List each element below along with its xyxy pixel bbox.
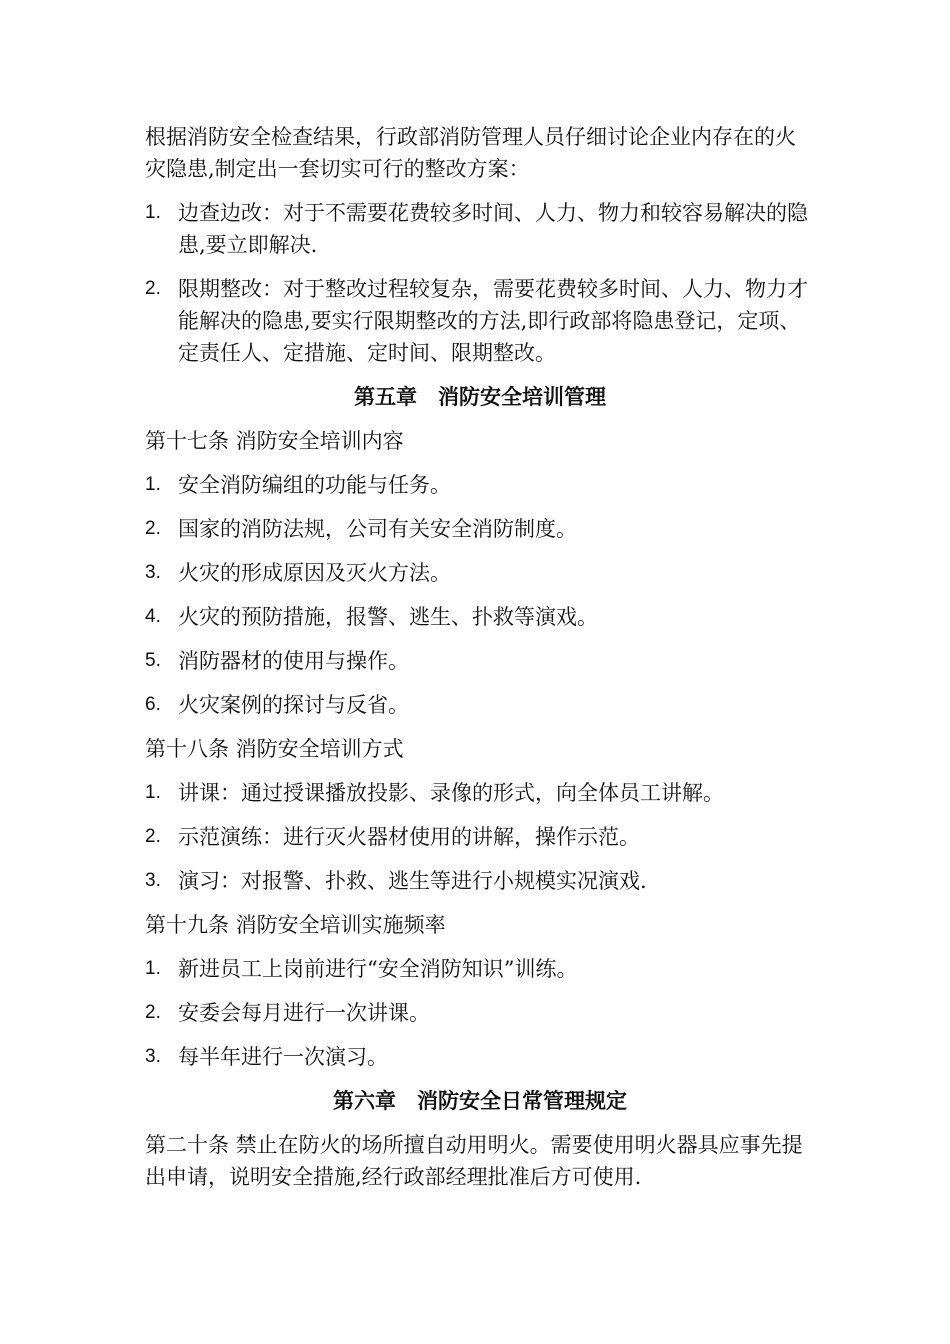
list-number: 3. [145,1046,161,1067]
document-page [145,121,815,1205]
list-text: 限期整改：对于整改过程较复杂，需要花费较多时间、人力、物力才能解决的隐患,要实行限期整改的方法,即行政部将隐患登记，定项、定责任人、定措施、定时间、限期整改。 [178,277,808,365]
list-number: 1. [145,782,161,803]
list-number: 1. [145,202,161,223]
list-item [145,953,815,985]
article-title: 第十九条 消防安全培训实施频率 [145,913,446,937]
list-item [145,821,815,853]
list-number: 2. [145,826,161,847]
list-item [145,777,815,809]
list-item [145,601,815,633]
list-number: 1. [145,474,161,495]
article-title: 第十八条 消防安全培训方式 [145,737,404,761]
list-number: 2. [145,518,161,539]
list-text: 演习：对报警、扑救、逃生等进行小规模实况演戏. [178,869,647,893]
list-text: 火灾的形成原因及灭火方法。 [178,561,451,585]
list-item [145,469,815,501]
article-title: 第十七条 消防安全培训内容 [145,429,404,453]
list-item [145,997,815,1029]
list-text: 讲课：通过授课播放投影、录像的形式，向全体员工讲解。 [178,781,724,805]
list-number: 5. [145,650,161,671]
list-text: 示范演练：进行灭火器材使用的讲解，操作示范。 [178,825,640,849]
list-item [145,513,815,545]
list-item [145,557,815,589]
list-number: 3. [145,870,161,891]
list-item [145,689,815,721]
intro-paragraph: 根据消防安全检查结果，行政部消防管理人员仔细讨论企业内存在的火灾隐患,制定出一套切实可行的整改方案： [145,125,796,181]
list-text: 安委会每月进行一次讲课。 [178,1001,430,1025]
list-number: 4. [145,606,161,627]
list-text: 国家的消防法规，公司有关安全消防制度。 [178,517,577,541]
list-item [145,197,815,261]
list-text: 每半年进行一次演习。 [178,1045,388,1069]
list-item [145,865,815,897]
list-number: 1. [145,958,161,979]
list-text: 火灾的预防措施，报警、逃生、扑救等演戏。 [178,605,598,629]
list-number: 2. [145,1002,161,1023]
list-text: 新进员工上岗前进行“安全消防知识”训练。 [178,957,578,981]
article-paragraph: 第二十条 禁止在防火的场所擅自动用明火。需要使用明火器具应事先提出申请，说明安全措施,经行政部经理批准后方可使用. [145,1133,803,1189]
list-item [145,1041,815,1073]
list-item [145,645,815,677]
list-number: 2. [145,278,161,299]
list-text: 安全消防编组的功能与任务。 [178,473,451,497]
chapter-heading: 第六章 消防安全日常管理规定 [333,1088,627,1113]
list-number: 6. [145,694,161,715]
chapter-heading: 第五章 消防安全培训管理 [354,384,606,409]
list-text: 消防器材的使用与操作。 [178,649,409,673]
list-item [145,273,815,369]
list-number: 3. [145,562,161,583]
list-text: 边查边改：对于不需要花费较多时间、人力、物力和较容易解决的隐患,要立即解决. [178,201,808,257]
list-text: 火灾案例的探讨与反省。 [178,693,409,717]
